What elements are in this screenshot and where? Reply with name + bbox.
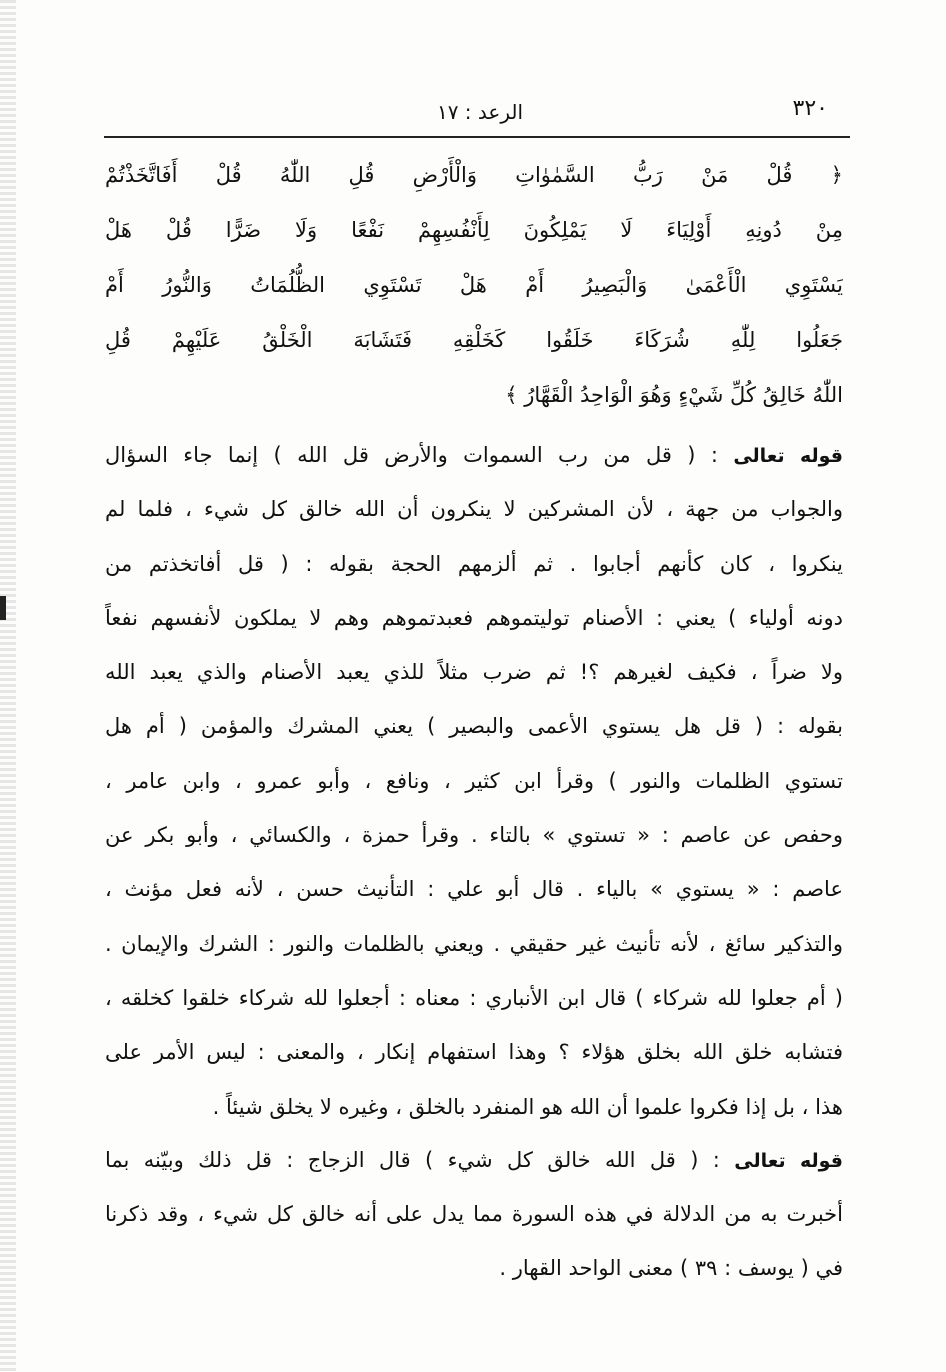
commentary-line: عاصم : « يستوي » بالياء . قال أبو علي : التأنيث حسن ، لأنه فعل مؤنث ، (105, 877, 843, 902)
commentary-line: ولا ضراً ، فكيف لغيرهم ؟! ثم ضرب مثلاً للذي يعبد الأصنام والذي يعبد الله (105, 660, 843, 685)
lead-label: قوله تعالى (733, 445, 843, 467)
running-head: الرعد : ١٧ (436, 100, 524, 124)
commentary-line: دونه أولياء ) يعني : الأصنام توليتموهم فعبدتموهم وهم لا يملكون لأنفسهم نفعاً (105, 605, 843, 630)
second-commentary-paragraph (105, 1133, 843, 1295)
commentary-line: ينكروا ، كان كأنهم أجابوا . ثم ألزمهم الحجة بقوله : ( قل أفاتخذتم من (105, 551, 843, 576)
quran-line: اللّٰهُ خَالِقُ كُلِّ شَيْءٍ وَهُوَ الْوَاحِدُ الْقَهَّارُ ﴾ (505, 383, 843, 407)
scan-edge-mark (0, 596, 6, 620)
page-header (110, 96, 850, 132)
lead-label: قوله تعالى (734, 1150, 843, 1172)
quran-line: جَعَلُوا لِلّٰهِ شُرَكَاءَ خَلَقُوا كَخَلْقِهِ فَتَشَابَهَ الْخَلْقُ عَلَيْهِمْ قُلِ (105, 328, 843, 352)
commentary-paragraph (105, 428, 843, 1134)
commentary-line (105, 428, 843, 482)
commentary-line: تستوي الظلمات والنور ) وقرأ ابن كثير ، ونافع ، وأبو عمرو ، وابن عامر ، (105, 768, 843, 793)
quran-line: ﴿ قُلْ مَنْ رَبُّ السَّمٰوٰاتِ وَالْأَرْضِ قُلِ اللّٰهُ قُلْ أَفَاتَّخَذْتُمْ (105, 163, 843, 187)
commentary-line: والجواب من جهة ، لأن المشركين لا ينكرون أن الله خالق كل شيء ، فلما لم (105, 497, 843, 522)
quran-line: يَسْتَوِي الْأَعْمَىٰ وَالْبَصِيرُ أَمْ هَلْ تَسْتَوِي الظُّلُمَاتُ وَالنُّورُ أَمْ (105, 273, 843, 297)
quran-line: مِنْ دُونِهِ أَوْلِيَاءَ لَا يَمْلِكُونَ لِأَنْفُسِهِمْ نَفْعًا وَلَا ضَرًّا قُلْ هَلْ (105, 218, 843, 242)
header-divider (104, 136, 850, 138)
page-number: ٣٢٠ (792, 96, 828, 121)
commentary-line: بقوله : ( قل هل يستوي الأعمى والبصير ) يعني المشرك والمؤمن ( أم هل (105, 714, 843, 739)
commentary-line: هذا ، بل إذا فكروا علموا أن الله هو المنفرد بالخلق ، وغيره لا يخلق شيئاً . (212, 1094, 843, 1119)
quran-verse-block (105, 148, 843, 423)
commentary-line (105, 1133, 843, 1187)
commentary-line: أخبرت به من الدلالة في هذه السورة مما يدل على أنه خالق كل شيء ، وقد ذكرنا (105, 1202, 843, 1226)
commentary-line: ( أم جعلوا لله شركاء ) قال ابن الأنباري : معناه : أجعلوا لله شركاء خلقوا كخلقه ، (105, 985, 843, 1010)
commentary-first-line: : ( قل من رب السموات والأرض قل الله ) إنما جاء السؤال (105, 443, 718, 467)
commentary-line: والتذكير سائغ ، لأنه تأنيث غير حقيقي . ويعني بالظلمات والنور : الشرك والإيمان . (105, 931, 843, 956)
commentary-line: فتشابه خلق الله بخلق هؤلاء ؟ وهذا استفهام إنكار ، والمعنى : ليس الأمر على (105, 1040, 843, 1065)
commentary-first-line: : ( قل الله خالق كل شيء ) قال الزجاج : قل ذلك وبيّنه بما (105, 1148, 720, 1172)
commentary-line: وحفص عن عاصم : « تستوي » بالتاء . وقرأ حمزة ، والكسائي ، وأبو بكر عن (105, 823, 843, 848)
scanned-page-edge (0, 0, 16, 1372)
commentary-line: في ( يوسف : ٣٩ ) معنى الواحد القهار . (499, 1256, 843, 1280)
